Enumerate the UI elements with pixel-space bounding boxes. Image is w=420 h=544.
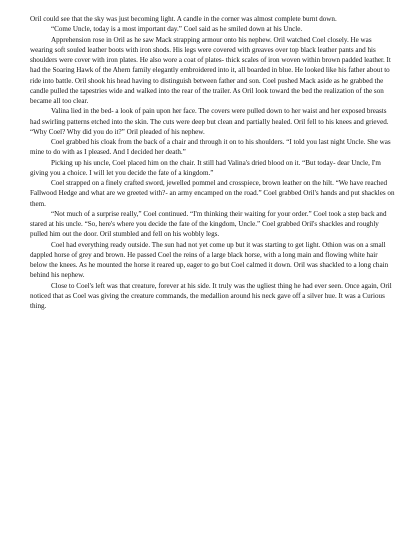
paragraph-6: Picking up his uncle, Coel placed him on the chair. It still had Valina's dried blood on it. “But today- dear Uncle, I'm giving you a choice. I will let you decide the fate of a kingdom.” <box>30 158 381 177</box>
paragraph-8: “Not much of a surprise really,” Coel continued. “I'm thinking their waiting for your order.” Coel took a step back and stared at his uncle. “So, here's where you decide the fate of the kingdom, Uncle.” Coel grabbed Oril's shackles and roughly pulled him out the door. Oril stumbled and fell on his wobbly legs. <box>30 209 387 239</box>
document-page <box>30 14 396 311</box>
paragraph-7: Coel strapped on a finely crafted sword, jewelled pommel and crosspiece, brown leather on the hilt. “We have reached Fallwood Hedge and what are we greeted with?- an army encamped on the road.” Coel grabbed Oril's hands and put shackles on them. <box>30 179 395 208</box>
paragraph-2: “Come Uncle, today is a most important day.” Coel said as he smiled down at his Uncle. <box>51 25 303 34</box>
paragraph-10: Close to Coel's left was that creature, forever at his side. It truly was the ugliest thing he had ever seen. Once again, Oril noticed that as Coel was giving the creature commands, the medallion around his neck gave off a silver hue. It was a Curious thing. <box>30 281 392 310</box>
paragraph-1: Oril could see that the sky was just becoming light. A candle in the corner was almost complete burnt down. <box>30 15 337 23</box>
paragraph-5: Coel grabbed his cloak from the back of a chair and through it on to his shoulders. “I told you last night Uncle. She was mine to do with as I pleased. And I decided her death.” <box>30 138 391 157</box>
paragraph-3: Apprehension rose in Oril as he saw Mack strapping armour onto his nephew. Oril watched Coel closely. He was wearing soft souled leather boots with iron shods. His legs were covered with greaves over top black leather pants and his shoulders were cover with iron plates. He also wore a coat of plates- thick scales of iron woven within brown padded leather. It had the Soaring Hawk of the Ahern family elegantly embroidered into it, all boarded in blue. He looked like his father about to ride into battle. Oril shook his head having to distinguish between father and son. Coel pushed Mack aside as he grabbed the candle pulled the tapestries wide and walked into the rear of the trailer. As Oril look toward the bed the realization of the son became all too clear. <box>30 35 391 105</box>
paragraph-4: Valina lied in the bed- a look of pain upon her face. The covers were pulled down to her waist and her exposed breasts had swirling patterns etched into the skin. The cuts were deep but clean and partially healed. Oril fell to his knees and grieved. “Why Coel? Why did you do it?” Oril pleaded of his nephew. <box>30 107 389 136</box>
paragraph-9: Coel had everything ready outside. The sun had not yet come up but it was starting to get light. Othion was on a small dappled horse of grey and brown. He passed Coel the reins of a large black horse, with a long main and flowing white hair below the knees. As he mounted the horse it reared up, eager to go but Coel calmed it down. Oril was shackled to a long chain behind his nephew. <box>30 240 389 280</box>
